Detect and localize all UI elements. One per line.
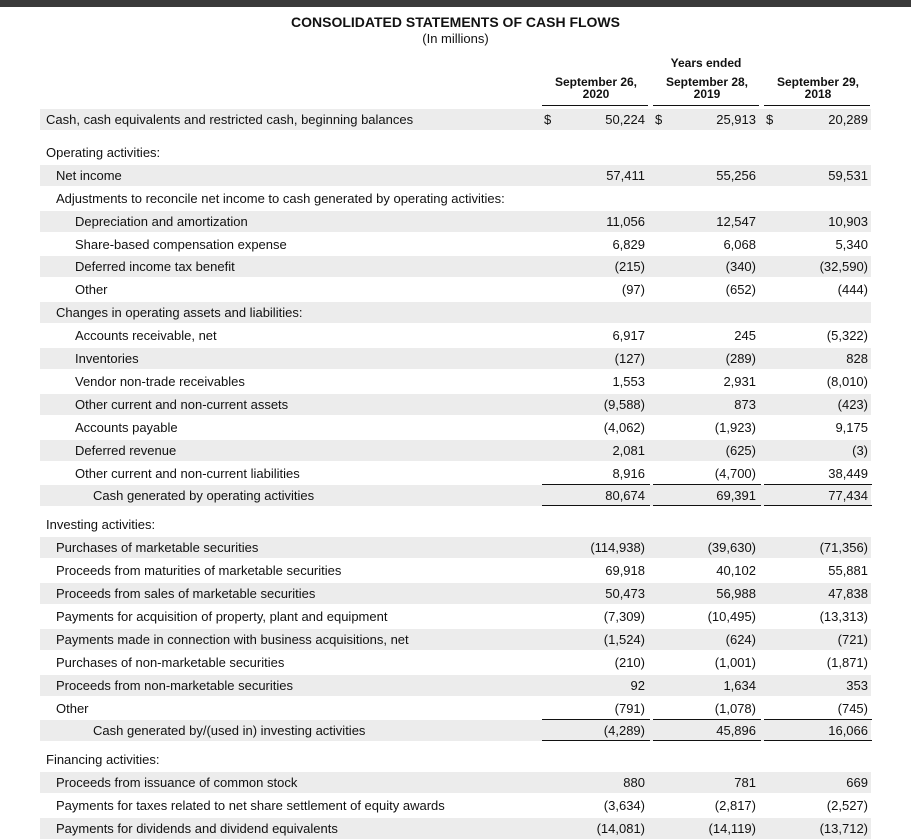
row-label: Cash generated by/(used in) investing activities (93, 723, 366, 739)
value-cell: 10,903 (828, 213, 868, 229)
value-cell: (97) (621, 282, 645, 298)
row-label: Share-based compensation expense (75, 236, 287, 252)
subtotal-rule (764, 719, 872, 720)
value-cell: 11,056 (606, 213, 645, 229)
value-cell: (215) (614, 259, 645, 275)
table-row (0, 393, 911, 416)
value-cell: 2,081 (612, 442, 645, 458)
value-cell: 92 (630, 677, 645, 693)
value-cell: (1,001) (714, 654, 756, 670)
top-bar (0, 0, 911, 7)
column-header-rule (764, 105, 870, 106)
value-cell: 781 (734, 775, 756, 791)
row-label: Accounts payable (75, 419, 178, 435)
value-cell: (114,938) (590, 540, 645, 556)
table-row (0, 141, 911, 164)
row-label: Payments made in connection with business acquisitions, net (56, 631, 409, 647)
column-header-2019: September 28, 2019 (665, 75, 749, 101)
row-label: Proceeds from maturities of marketable securities (56, 563, 342, 579)
table-row (0, 439, 911, 462)
value-cell: 16,066 (828, 723, 868, 739)
row-label: Purchases of marketable securities (56, 540, 259, 556)
value-cell: (4,289) (603, 723, 645, 739)
value-cell: (625) (725, 442, 756, 458)
column-header-2018: September 29, 2018 (776, 75, 860, 101)
subtotal-rule (653, 484, 761, 485)
row-label: Net income (56, 167, 122, 183)
value-cell: 25,913 (716, 112, 756, 127)
column-header-2020: September 26, 2020 (554, 75, 638, 101)
row-label: Deferred income tax benefit (75, 259, 235, 275)
total-rule (764, 740, 872, 741)
row-label: Adjustments to reconcile net income to cash generated by operating activities: (56, 190, 505, 206)
subtotal-rule (653, 719, 761, 720)
statement-title: CONSOLIDATED STATEMENTS OF CASH FLOWS (291, 14, 620, 30)
value-cell: (791) (614, 700, 645, 716)
value-cell: 1,634 (723, 677, 756, 693)
currency-symbol: $ (544, 112, 552, 127)
value-cell: (14,081) (596, 821, 645, 836)
value-cell: 55,256 (716, 167, 756, 183)
value-cell: 77,434 (828, 488, 868, 504)
value-cell: 56,988 (716, 586, 756, 601)
row-label: Investing activities: (46, 517, 156, 533)
total-rule (542, 505, 650, 506)
value-cell: (13,712) (819, 821, 868, 836)
value-cell: (1,923) (714, 419, 756, 435)
table-row (0, 370, 911, 393)
value-cell: 55,881 (828, 563, 868, 579)
row-label: Other (56, 700, 89, 716)
value-cell: (13,313) (819, 608, 868, 624)
table-row (0, 559, 911, 582)
value-cell: 59,531 (828, 167, 868, 183)
value-cell: (444) (837, 282, 868, 298)
subtotal-rule (542, 719, 650, 720)
total-rule (653, 740, 761, 741)
row-label: Proceeds from issuance of common stock (56, 775, 298, 791)
row-label: Other current and non-current liabilities (75, 465, 300, 481)
value-cell: (2,817) (714, 798, 756, 814)
value-cell: (127) (614, 351, 645, 366)
value-cell: 669 (846, 775, 868, 791)
value-cell: 353 (846, 677, 868, 693)
row-label: Operating activities: (46, 144, 161, 160)
row-label: Accounts receivable, net (75, 328, 217, 344)
value-cell: 12,547 (716, 213, 756, 229)
value-cell: 47,838 (828, 586, 868, 601)
table-row (0, 347, 911, 370)
table-row (0, 536, 911, 559)
row-label: Payments for acquisition of property, plant and equipment (56, 608, 388, 624)
value-cell: (8,010) (826, 373, 868, 389)
value-cell: 6,829 (612, 236, 645, 252)
value-cell: 9,175 (835, 419, 868, 435)
table-row (0, 462, 911, 485)
row-label: Cash, cash equivalents and restricted cash, beginning balances (46, 112, 414, 127)
value-cell: 69,918 (605, 563, 645, 579)
row-label: Deferred revenue (75, 442, 177, 458)
value-cell: 20,289 (828, 112, 868, 127)
table-row (0, 719, 911, 742)
statement-subtitle: (In millions) (422, 31, 489, 46)
value-cell: (1,078) (714, 700, 756, 716)
years-ended-header: Years ended (670, 56, 742, 70)
value-cell: (745) (837, 700, 868, 716)
table-row (0, 651, 911, 674)
value-cell: 880 (623, 775, 645, 791)
total-rule (764, 505, 872, 506)
row-label: Cash generated by operating activities (93, 488, 315, 504)
table-row (0, 108, 911, 131)
value-cell: (3) (852, 442, 868, 458)
table-row (0, 513, 911, 536)
table-row (0, 278, 911, 301)
table-row (0, 748, 911, 771)
value-cell: 6,068 (723, 236, 756, 252)
row-label: Inventories (75, 351, 139, 366)
currency-symbol: $ (766, 112, 774, 127)
value-cell: (39,630) (707, 540, 756, 556)
column-header-rule (653, 105, 759, 106)
value-cell: (721) (837, 631, 868, 647)
table-row (0, 210, 911, 233)
value-cell: (9,588) (603, 396, 645, 412)
value-cell: 50,473 (605, 586, 645, 601)
value-cell: 5,340 (835, 236, 868, 252)
value-cell: 38,449 (828, 465, 868, 481)
table-row (0, 605, 911, 628)
table-row (0, 255, 911, 278)
value-cell: (7,309) (603, 608, 645, 624)
row-label: Payments for taxes related to net share settlement of equity awards (56, 798, 445, 814)
value-cell: (2,527) (826, 798, 868, 814)
table-row (0, 674, 911, 697)
value-cell: 873 (734, 396, 756, 412)
subtotal-rule (764, 484, 872, 485)
value-cell: (3,634) (603, 798, 645, 814)
value-cell: 828 (846, 351, 868, 366)
value-cell: (14,119) (708, 821, 756, 836)
row-label: Proceeds from non-marketable securities (56, 677, 293, 693)
value-cell: (1,524) (603, 631, 645, 647)
value-cell: 45,896 (716, 723, 756, 739)
value-cell: 6,917 (612, 328, 645, 344)
table-row (0, 771, 911, 794)
table-row (0, 416, 911, 439)
value-cell: (423) (837, 396, 868, 412)
value-cell: (340) (725, 259, 756, 275)
row-label: Other current and non-current assets (75, 396, 289, 412)
currency-symbol: $ (655, 112, 663, 127)
value-cell: (10,495) (707, 608, 756, 624)
value-cell: 69,391 (716, 488, 756, 504)
table-row (0, 324, 911, 347)
value-cell: 1,553 (612, 373, 645, 389)
value-cell: (32,590) (819, 259, 868, 275)
subtotal-rule (542, 484, 650, 485)
value-cell: (289) (725, 351, 756, 366)
row-label: Purchases of non-marketable securities (56, 654, 285, 670)
row-label: Financing activities: (46, 752, 160, 768)
table-row (0, 187, 911, 210)
value-cell: 8,916 (612, 465, 645, 481)
table-row (0, 697, 911, 720)
value-cell: 2,931 (723, 373, 756, 389)
value-cell: (5,322) (826, 328, 868, 344)
table-row (0, 233, 911, 256)
value-cell: (71,356) (819, 540, 868, 556)
table-row (0, 301, 911, 324)
value-cell: 80,674 (605, 488, 645, 504)
row-label: Other (75, 282, 108, 298)
row-label: Vendor non-trade receivables (75, 373, 245, 389)
row-label: Payments for dividends and dividend equivalents (56, 821, 338, 836)
value-cell: (210) (614, 654, 645, 670)
table-row (0, 164, 911, 187)
value-cell: 245 (734, 328, 756, 344)
value-cell: 40,102 (716, 563, 756, 579)
total-rule (542, 740, 650, 741)
value-cell: 57,411 (606, 167, 645, 183)
row-label: Depreciation and amortization (75, 213, 248, 229)
table-row (0, 484, 911, 507)
value-cell: (1,871) (826, 654, 868, 670)
column-header-rule (542, 105, 648, 106)
table-row (0, 582, 911, 605)
table-row (0, 628, 911, 651)
total-rule (653, 505, 761, 506)
row-label: Changes in operating assets and liabilities: (56, 305, 303, 321)
table-row (0, 794, 911, 817)
value-cell: (624) (725, 631, 756, 647)
value-cell: (4,700) (714, 465, 756, 481)
value-cell: (4,062) (603, 419, 645, 435)
value-cell: 50,224 (605, 112, 645, 127)
value-cell: (652) (725, 282, 756, 298)
row-label: Proceeds from sales of marketable securities (56, 586, 316, 601)
